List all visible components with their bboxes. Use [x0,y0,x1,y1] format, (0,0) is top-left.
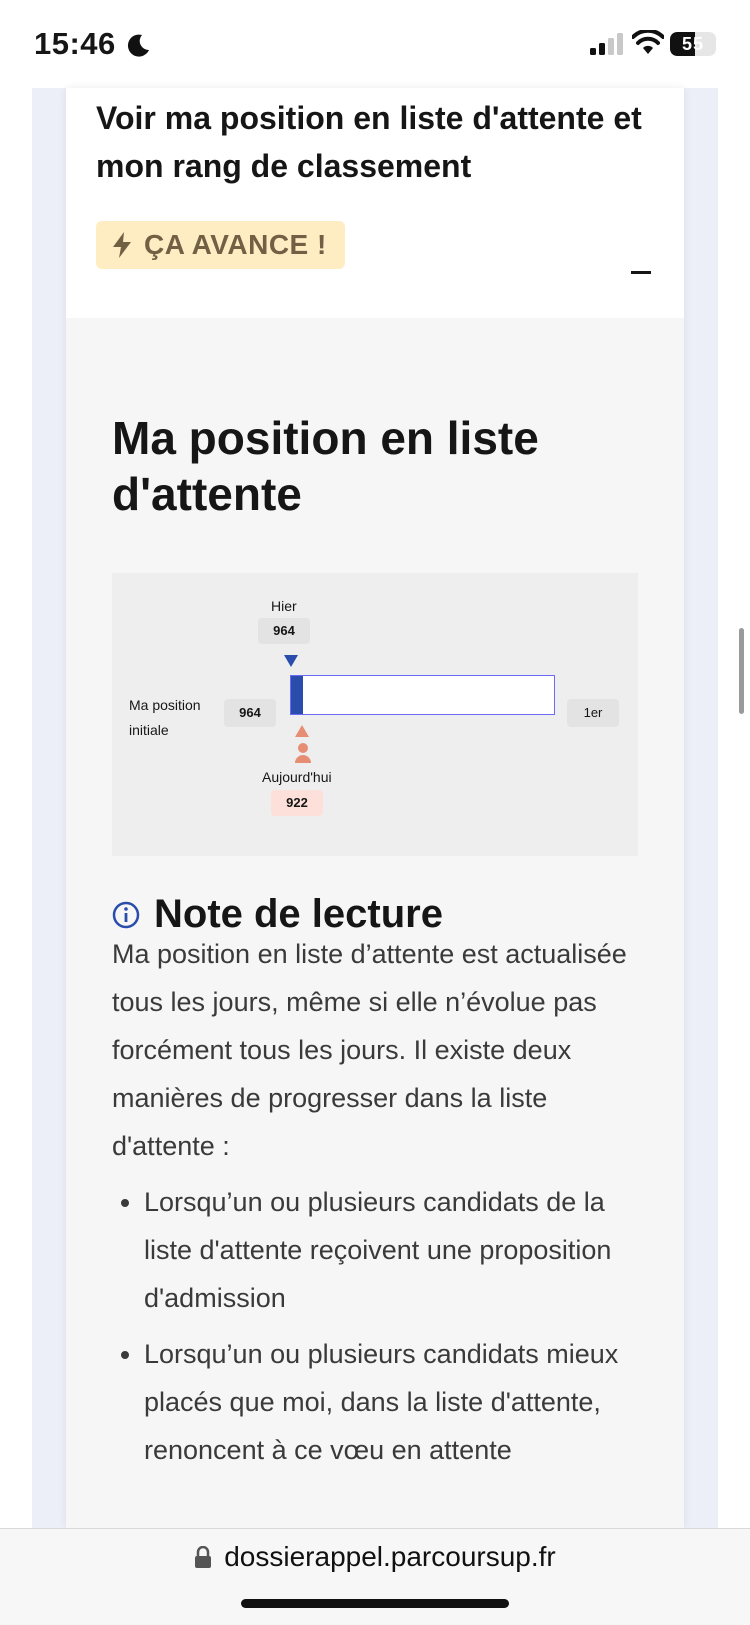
battery-icon [670,32,716,56]
status-bar [0,0,750,88]
progress-fill [291,676,303,714]
yesterday-marker [284,655,298,667]
chart-value-today: 922 [271,790,323,816]
browser-address-bar[interactable] [0,1528,750,1625]
wifi-icon [632,30,664,56]
chart-value-initial: 964 [224,699,276,727]
chart-value-end: 1er [567,699,619,727]
person-icon [295,743,311,763]
note-list [112,1178,628,1474]
moon-icon [126,32,152,58]
home-indicator[interactable] [241,1599,509,1608]
list-item: • Lorsqu’un ou plusieurs candidats mieux placés que moi, dans la liste d'attente, renoncent à ce vœu en attente [144,1330,628,1474]
note-body [112,930,628,1474]
note-paragraph: Ma position en liste d’attente est actualisée tous les jours, même si elle n’évolue pas forcément tous les jours. Il existe deux manières de progresser dans la liste d'attente : [112,939,627,1161]
chart-value-yesterday: 964 [258,618,310,644]
progress-track [290,675,555,715]
chart-label-initial: Ma position initiale [129,697,201,738]
info-circle-icon [112,901,140,929]
battery-text: 55 [681,34,705,54]
note-title: Note de lecture [154,892,443,936]
badge-label: ÇA AVANCE ! [144,229,327,260]
url-display[interactable] [0,1541,750,1573]
list-item: • Lorsqu’un ou plusieurs candidats de la liste d'attente reçoivent une proposition d'admission [144,1178,628,1322]
accordion-title: Voir ma position en liste d'attente et mon rang de classement [96,100,642,184]
collapse-button[interactable] [626,258,656,288]
chart-label-yesterday: Hier [271,598,297,614]
accordion-header[interactable] [66,88,684,318]
scrollbar-thumb[interactable] [739,628,744,714]
status-badge [96,221,345,269]
section-title: Ma position en liste d'attente [112,412,539,520]
lightning-icon [110,231,134,259]
minus-icon [631,271,651,274]
waitlist-card [66,88,684,1528]
lock-icon [194,1546,212,1568]
signal-icon [590,33,626,55]
waitlist-position-chart [112,573,638,856]
today-marker [295,725,309,737]
status-time: 15:46 [34,26,116,61]
url-text: dossierappel.parcoursup.fr [224,1541,556,1572]
chart-label-today: Aujourd'hui [262,769,332,785]
